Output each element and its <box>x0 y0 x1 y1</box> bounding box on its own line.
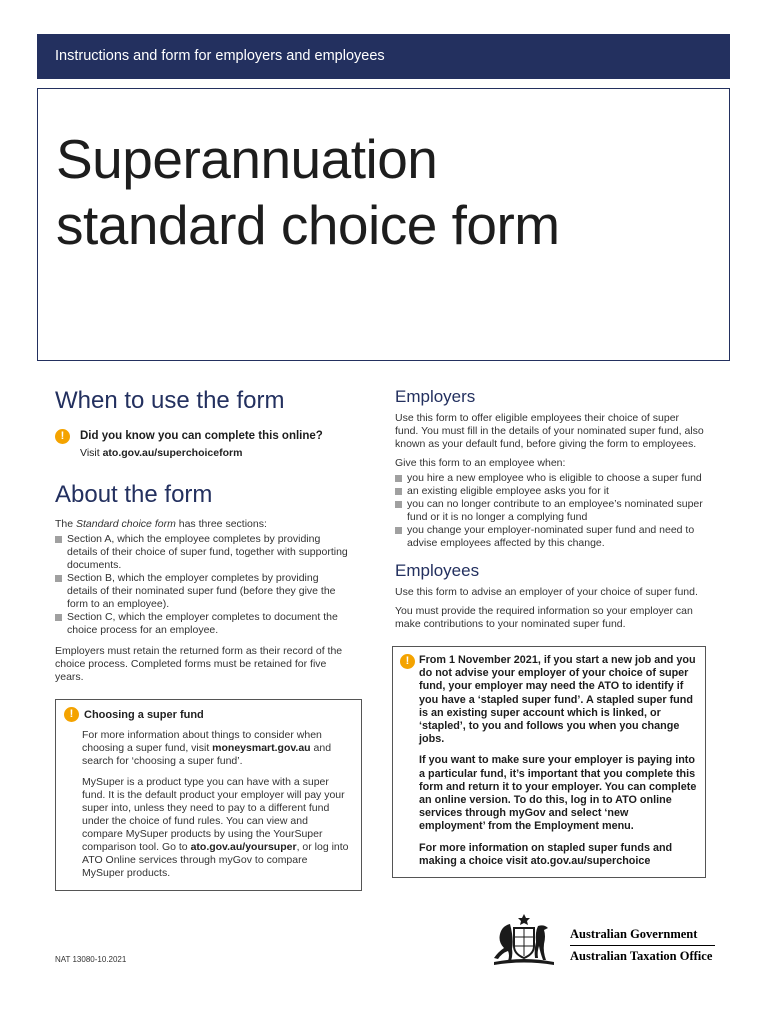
retain-text: Employers must retain the returned form as their record of the choice process. Completed forms must be retained for five years. <box>55 645 343 683</box>
employees-para-1: Use this form to advise an employer of your choice of super fund. <box>395 586 698 598</box>
australian-government-text: Australian Government <box>570 927 698 941</box>
about-heading: About the form <box>55 481 213 508</box>
list-item: you change your employer-nominated super fund and need to advise employees affected by this change. <box>395 524 705 550</box>
yoursuper-link[interactable]: ato.gov.au/yoursuper <box>190 841 297 853</box>
left-column <box>55 386 350 891</box>
banner-text-1: Instructions and form <box>55 48 191 64</box>
choosing-fund-heading: Choosing a super fund <box>84 709 204 721</box>
header-banner <box>37 34 730 79</box>
choosing-fund-para-2 <box>64 776 351 880</box>
list-item: Section B, which the employer completes by providing details of their nominated super fund (before they give the form to an employee). <box>55 572 350 611</box>
exclamation-circle-icon: ! <box>55 429 70 444</box>
title-box <box>37 88 730 361</box>
stapled-fund-notice <box>392 646 706 878</box>
page-title <box>56 126 560 258</box>
about-intro-em: Standard choice form <box>76 518 176 530</box>
list-item: you can no longer contribute to an employee’s nominated super fund or it is no longer a complying fund <box>395 498 705 524</box>
list-item: you hire a new employee who is eligible to choose a super fund <box>395 472 705 485</box>
title-line-2: standard choice form <box>56 194 560 256</box>
superchoiceform-link[interactable]: ato.gov.au/superchoiceform <box>102 447 243 459</box>
about-intro-pre: The <box>55 518 77 530</box>
choosing-p1-pre: For more information about things to consider when choosing a super fund, visit <box>82 729 322 754</box>
exclamation-circle-icon: ! <box>64 707 79 722</box>
employees-para-2: You must provide the required information so your employer can make contributions to your nominated super fund. <box>395 605 693 630</box>
title-line-1: Superannuation <box>56 128 438 190</box>
online-alert-text: Did you know you can complete this online? <box>80 430 323 442</box>
banner-text-3: employers and employees <box>215 48 385 64</box>
when-to-use-heading: When to use the form <box>55 387 285 414</box>
online-visit-line <box>80 446 350 460</box>
choosing-fund-para-1 <box>64 729 351 768</box>
notice-content <box>400 654 697 868</box>
exclamation-circle-icon: ! <box>400 654 415 669</box>
notice-para-3: For more information on stapled super funds and making a choice visit ato.gov.au/superchoice <box>419 841 673 867</box>
employers-list <box>395 472 705 550</box>
employees-heading: Employees <box>395 561 480 580</box>
employers-heading: Employers <box>395 387 476 406</box>
logo-divider <box>570 945 715 946</box>
online-alert <box>55 429 350 460</box>
about-intro <box>55 518 350 531</box>
right-column <box>395 386 705 878</box>
notice-para-2: If you want to make sure your employer is paying into a particular fund, it’s important that you complete this form and return it to your employer. You can complete an online version. To do this, log in to ATO online services through myGov and select ‘new employment’ from the Employment menu. <box>419 754 697 833</box>
employers-para-2: Give this form to an employee when: <box>395 457 566 469</box>
choosing-fund-box <box>55 699 362 891</box>
list-item: Section C, which the employer completes to document the choice process for an employee. <box>55 611 350 637</box>
form-code: NAT 13080-10.2021 <box>55 955 127 964</box>
list-item: an existing eligible employee asks you for it <box>395 485 705 498</box>
employers-para-1: Use this form to offer eligible employees their choice of super fund. You must fill in the details of your nominated super fund, also known as your default fund, before giving the form to employees. <box>395 412 704 450</box>
list-item: Section A, which the employee completes by providing details of their choice of super fund, together with supporting documents. <box>55 533 350 572</box>
notice-para-1: From 1 November 2021, if you start a new job and you do not advise your employer of your choice of super fund, your employer may need the ATO to identify if you have a ‘stapled super fund’. A stapled super fund is an existing super account which is linked, or ‘stapled’, to you and follows you when you change jobs. <box>419 654 696 746</box>
visit-prefix: Visit <box>80 447 103 459</box>
about-sections-list <box>55 533 350 637</box>
choosing-p1-post: and search for ‘choosing a super fund’. <box>82 742 332 767</box>
choosing-p2-post: , or log into ATO Online services through myGov to compare MySuper products. <box>82 841 349 879</box>
banner-text-2: for <box>190 48 216 64</box>
choosing-p2-pre: MySuper is a product type you can have with a super fund. It is the default product your employer will pay your super into, unless they need to pay to a different fund under the choice of fund rules. You can view and compare MySuper products by using the YourSuper comparison tool. Go to <box>82 776 345 853</box>
choosing-fund-title-row <box>64 708 351 722</box>
moneysmart-link[interactable]: moneysmart.gov.au <box>212 742 311 754</box>
australian-government-logo <box>488 912 720 970</box>
about-intro-post: has three sections: <box>175 518 267 530</box>
australian-taxation-office-text: Australian Taxation Office <box>570 949 713 963</box>
coat-of-arms-icon <box>488 912 560 970</box>
